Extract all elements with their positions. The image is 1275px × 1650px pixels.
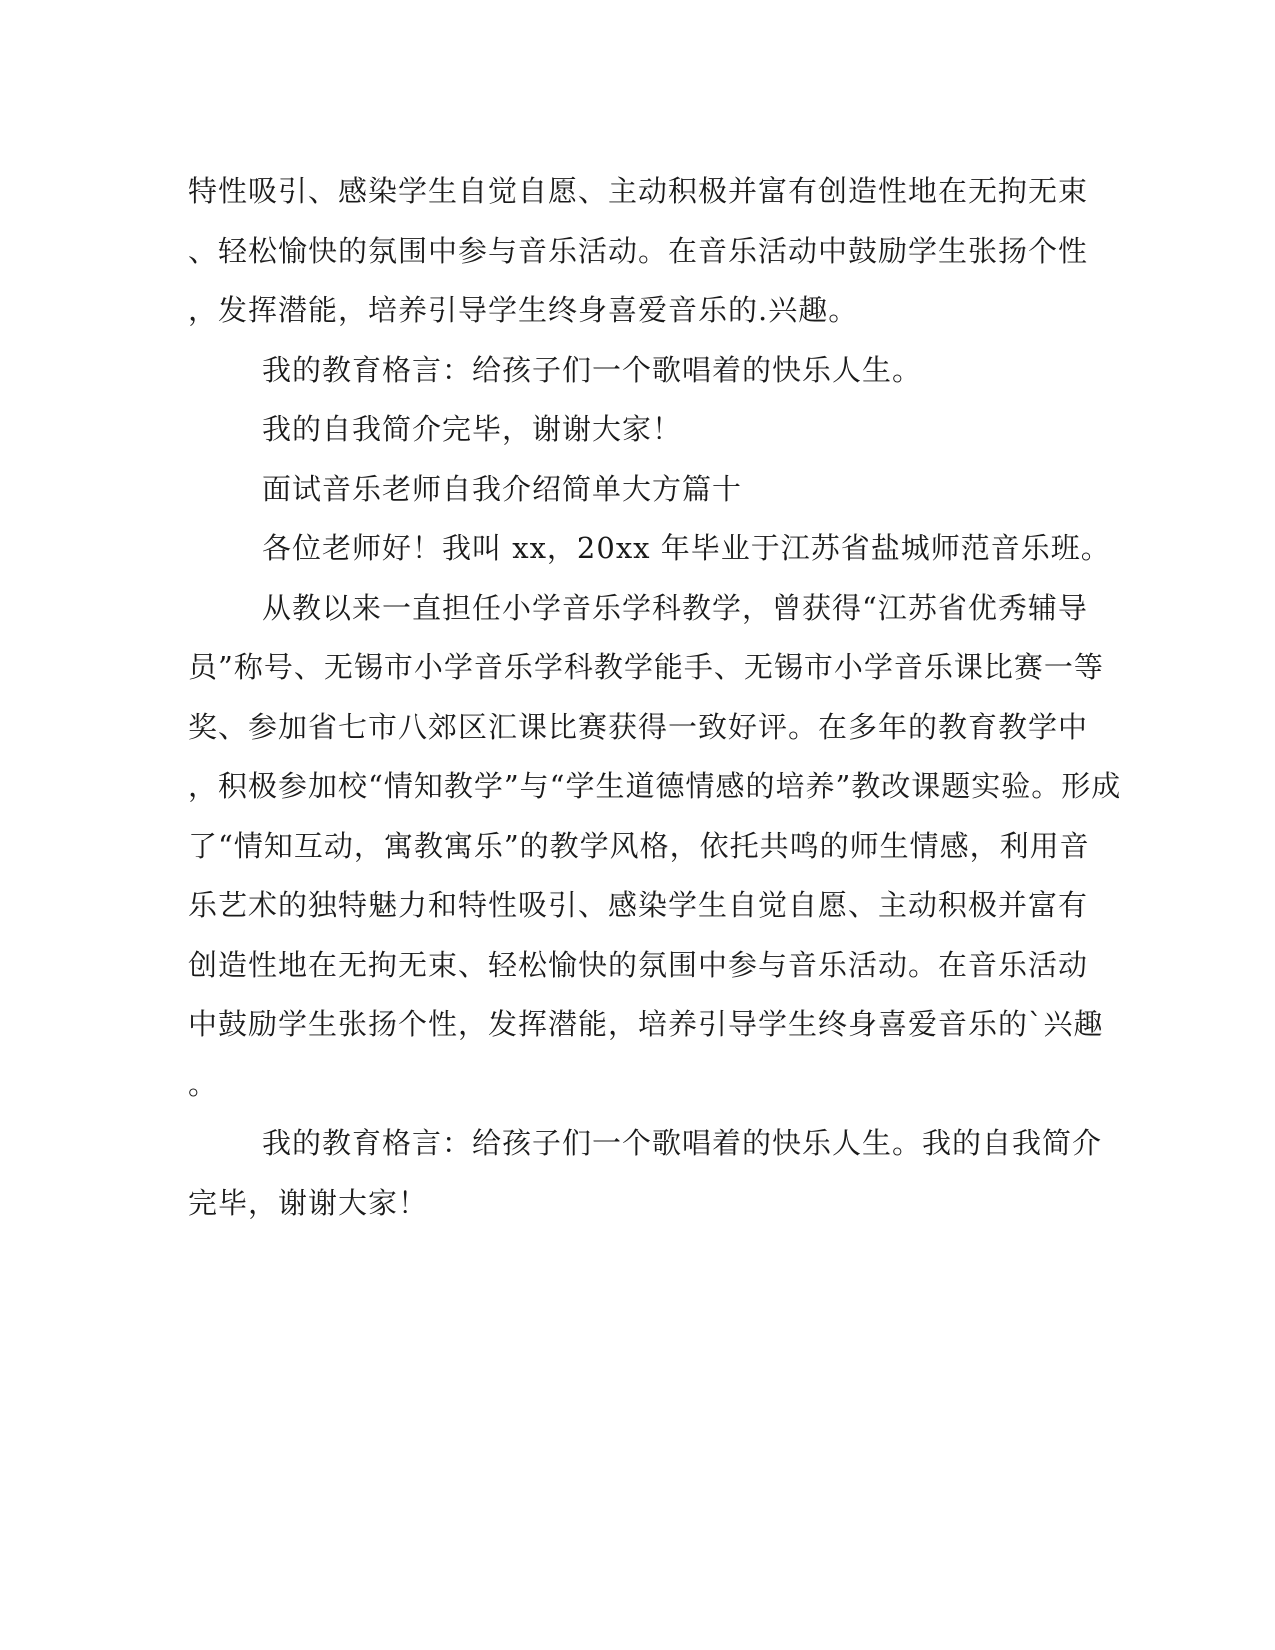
text-line: 从教以来一直担任小学音乐学科教学，曾获得“江苏省优秀辅导	[262, 590, 1088, 625]
text-line: 我的教育格言：给孩子们一个歌唱着的快乐人生。	[262, 352, 923, 387]
text-line: 特性吸引、感染学生自觉自愿、主动积极并富有创造性地在无拘无束	[188, 174, 1089, 208]
text-line: ，积极参加校“情知教学”与“学生道德情感的培养”教改课题实验。形成	[188, 769, 1122, 803]
text-line: 我的教育格言：给孩子们一个歌唱着的快乐人生。我的自我简介	[262, 1126, 1103, 1160]
text-line: ，发挥潜能，培养引导学生终身喜爱音乐的.兴趣。	[188, 293, 859, 327]
text-line: 乐艺术的独特魅力和特性吸引、感染学生自觉自愿、主动积极并富有	[188, 888, 1089, 922]
text-line: 各位老师好！我叫 xx，20xx 年毕业于江苏省盐城师范音乐班。	[262, 531, 1111, 565]
text-line: 我的自我简介完毕，谢谢大家！	[262, 412, 683, 446]
text-line: 创造性地在无拘无束、轻松愉快的氛围中参与音乐活动。在音乐活动	[188, 947, 1089, 982]
body-text	[188, 162, 1122, 1233]
text-line: 中鼓励学生张扬个性，发挥潜能，培养引导学生终身喜爱音乐的`兴趣	[188, 1007, 1104, 1041]
text-line: 、轻松愉快的氛围中参与音乐活动。在音乐活动中鼓励学生张扬个性	[188, 233, 1089, 268]
text-line: 员”称号、无锡市小学音乐学科教学能手、无锡市小学音乐课比赛一等	[188, 650, 1104, 684]
text-line: 面试音乐老师自我介绍简单大方篇十	[262, 471, 743, 506]
text-line: 了“情知互动，寓教寓乐”的教学风格，依托共鸣的师生情感，利用音	[188, 828, 1090, 863]
text-line: 完毕，谢谢大家！	[188, 1185, 429, 1220]
text-line: 。	[188, 1066, 219, 1101]
text-line: 奖、参加省七市八郊区汇课比赛获得一致好评。在多年的教育教学中	[188, 709, 1089, 744]
